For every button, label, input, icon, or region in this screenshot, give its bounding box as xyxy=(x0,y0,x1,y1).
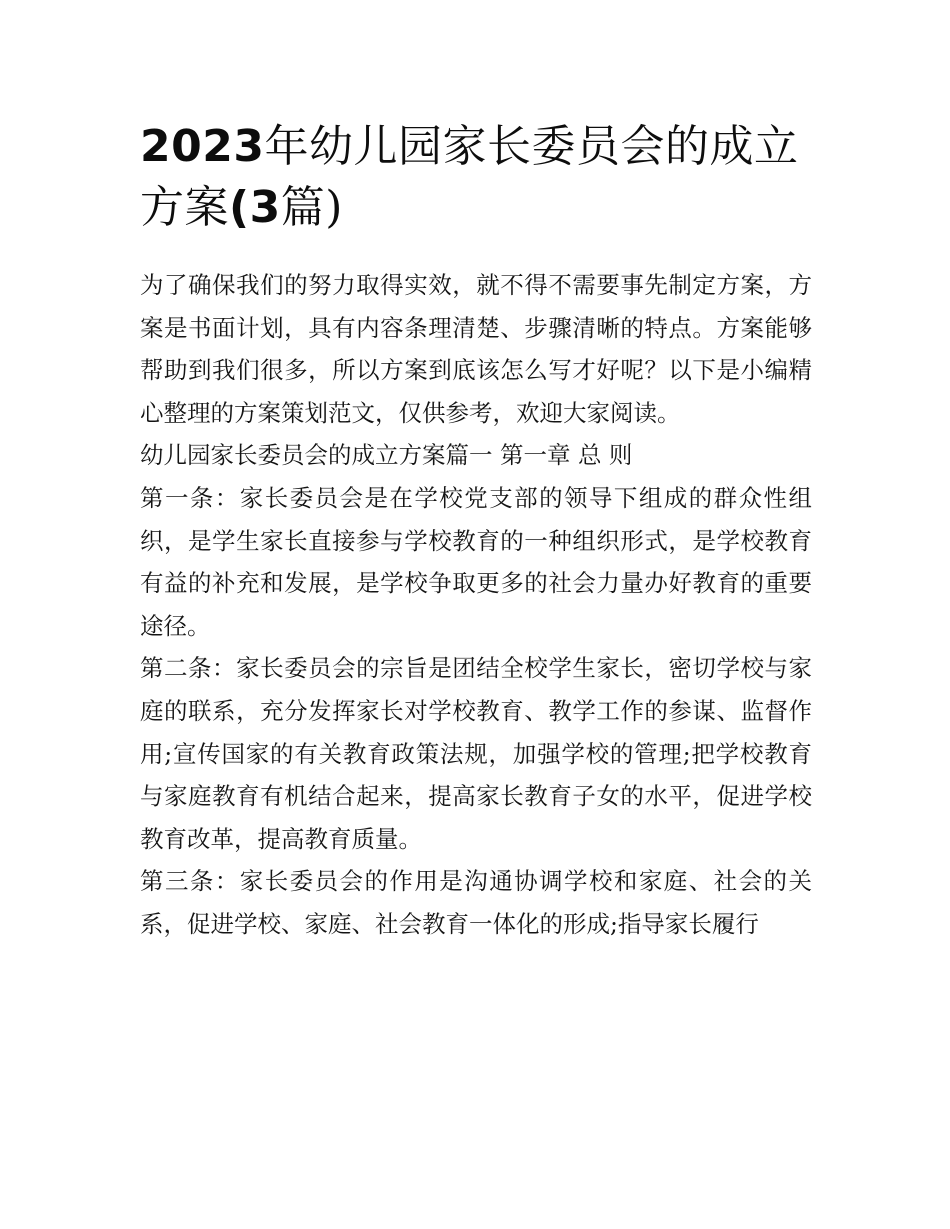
title-main: 年幼儿园家长委员会的成立方案 xyxy=(140,121,799,233)
intro-paragraph: 为了确保我们的努力取得实效，就不得不需要事先制定方案，方案是书面计划，具有内容条理清楚、步骤清晰的特点。方案能够帮助到我们很多，所以方案到底该怎么写才好呢？以下是小编精心整理的方案策划范文，仅供参考，欢迎大家阅读。 xyxy=(140,271,812,427)
title-rest: 篇) xyxy=(280,182,343,233)
article-three-paragraph: 第三条：家长委员会的作用是沟通协调学校和家庭、社会的关系，促进学校、家庭、社会教育一体化的形成;指导家长履行 xyxy=(140,867,812,938)
article-two-paragraph: 第二条：家长委员会的宗旨是团结全校学生家长，密切学校与家庭的联系，充分发挥家长对学校教育、教学工作的参谋、监督作用;宣传国家的有关教育政策法规，加强学校的管理;把学校教育与家庭教育有机结合起来，提高家长教育子女的水平，促进学校教育改革，提高教育质量。 xyxy=(140,654,812,853)
document-body xyxy=(140,116,812,946)
title-open-paren: ( xyxy=(229,182,250,233)
title-count: 3 xyxy=(249,182,281,233)
article-one-paragraph: 第一条：家长委员会是在学校党支部的领导下组成的群众性组织，是学生家长直接参与学校教育的一种组织形式，是学校教育有益的补充和发展，是学校争取更多的社会力量办好教育的重要途径。 xyxy=(140,483,812,640)
title-year: 2023 xyxy=(140,121,265,172)
section-heading: 幼儿园家长委员会的成立方案篇一 第一章 总 则 xyxy=(140,441,633,470)
page-title xyxy=(140,116,812,238)
